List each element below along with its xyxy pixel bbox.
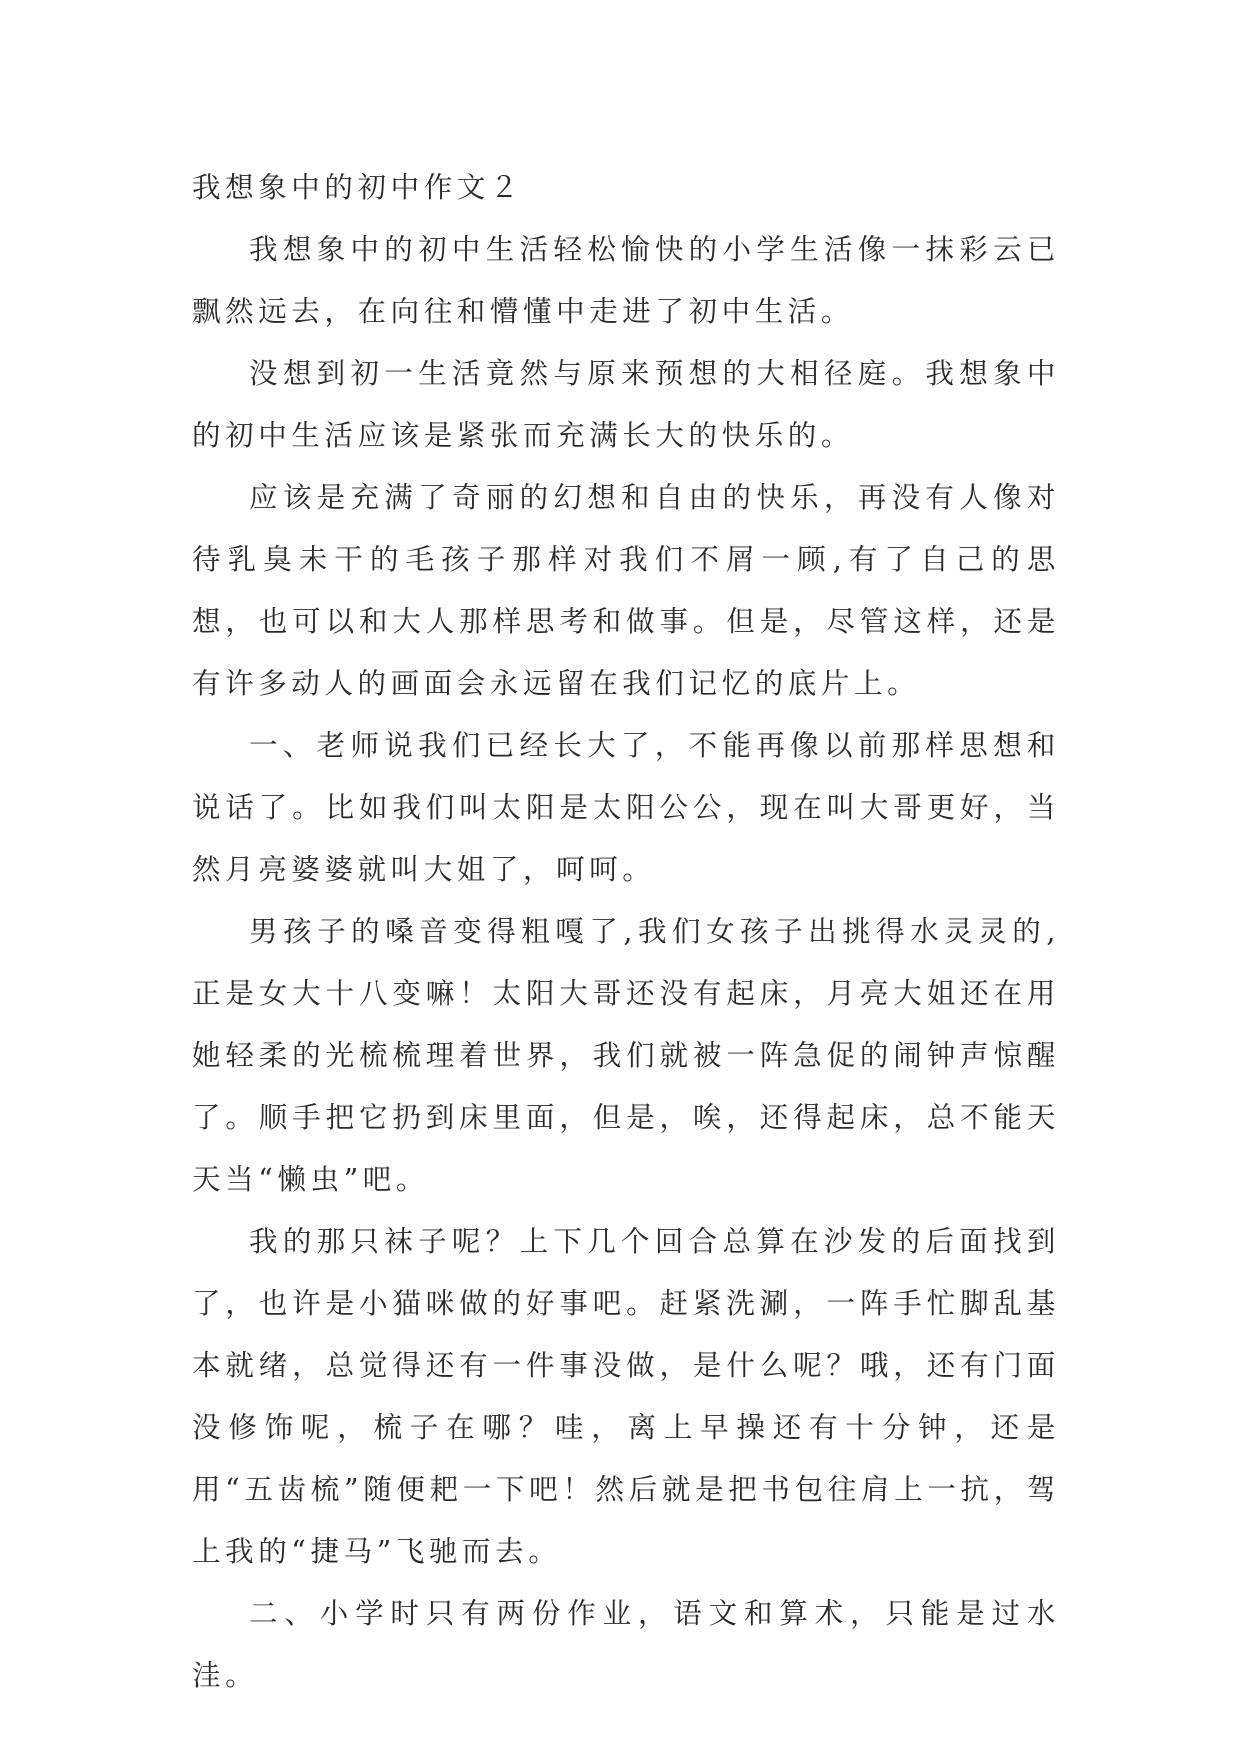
paragraph-1: 我想象中的初中生活轻松愉快的小学生活像一抹彩云已飘然远去，在向往和懵懂中走进了初中生活。 [192, 233, 1060, 328]
paragraph-5: 男孩子的嗓音变得粗嘎了,我们女孩子出挑得水灵灵的,正是女大十八变嘛！太阳大哥还没有起床，月亮大姐还在用她轻柔的光梳梳理着世界，我们就被一阵急促的闹钟声惊醒了。顺手把它扔到床里面，但是，唉，还得起床，总不能天天当“懒虫”吧。 [192, 915, 1060, 1196]
paragraph-7: 二、小学时只有两份作业，语文和算术，只能是过水洼。 [192, 1597, 1060, 1692]
paragraph-6: 我的那只袜子呢？上下几个回合总算在沙发的后面找到了，也许是小猫咪做的好事吧。赶紧洗涮，一阵手忙脚乱基本就绪，总觉得还有一件事没做，是什么呢？哦，还有门面没修饰呢，梳子在哪？哇，离上早操还有十分钟，还是用“五齿梳”随便耙一下吧！然后就是把书包往肩上一抗，驾上我的“捷马”飞驰而去。 [192, 1225, 1060, 1568]
document-title: 我想象中的初中作文２ [192, 171, 524, 204]
paragraph-3: 应该是充满了奇丽的幻想和自由的快乐，再没有人像对待乳臭未干的毛孩子那样对我们不屑一顾,有了自己的思想，也可以和大人那样思考和做事。但是，尽管这样，还是有许多动人的画面会永远留在我们记忆的底片上。 [192, 481, 1060, 700]
document-page [192, 157, 1060, 1707]
paragraph-4: 一、老师说我们已经长大了，不能再像以前那样思想和说话了。比如我们叫太阳是太阳公公，现在叫大哥更好，当然月亮婆婆就叫大姐了，呵呵。 [192, 729, 1060, 886]
paragraph-2: 没想到初一生活竟然与原来预想的大相径庭。我想象中的初中生活应该是紧张而充满长大的快乐的。 [192, 357, 1060, 452]
